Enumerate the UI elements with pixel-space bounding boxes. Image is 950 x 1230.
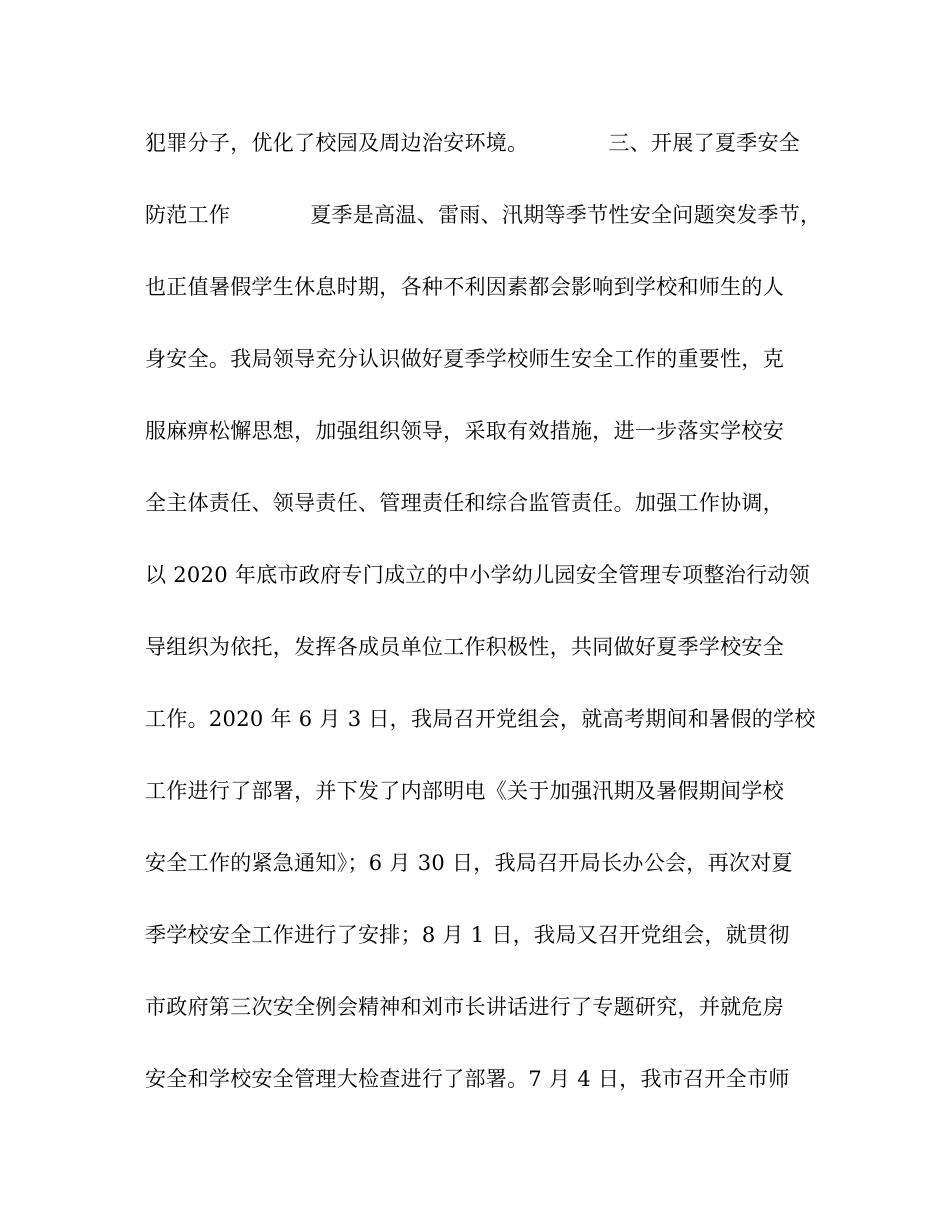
text-line: 身安全。我局领导充分认识做好夏季学校师生安全工作的重要性，克	[145, 347, 784, 371]
text-line	[145, 191, 835, 263]
section-heading: 三、开展了夏季安全	[608, 131, 801, 155]
text-line: 季学校安全工作进行了安排；8 月 1 日，我局又召开党组会，就贯彻	[145, 923, 790, 947]
text-line: 安全和学校安全管理大检查进行了部署。7 月 4 日，我市召开全市师	[145, 1067, 790, 1091]
text-line: 也正值暑假学生休息时期，各种不利因素都会影响到学校和师生的人	[145, 275, 784, 299]
text-segment: 夏季是高温、雷雨、汛期等季节性安全问题突发季节，	[310, 203, 822, 227]
section-heading-continued: 防范工作	[145, 203, 231, 227]
text-line	[145, 119, 835, 191]
text-line: 工作进行了部署，并下发了内部明电《关于加强汛期及暑假期间学校	[145, 779, 784, 803]
text-segment: 犯罪分子，优化了校园及周边治安环境。	[145, 131, 529, 155]
text-line: 导组织为依托，发挥各成员单位工作积极性，共同做好夏季学校安全	[145, 635, 784, 659]
text-line: 全主体责任、领导责任、管理责任和综合监管责任。加强工作协调，	[145, 491, 784, 515]
text-line: 安全工作的紧急通知》；6 月 30 日，我局召开局长办公会，再次对夏	[145, 851, 793, 875]
text-line: 以 2020 年底市政府专门成立的中小学幼儿园安全管理专项整治行动领	[145, 563, 810, 587]
text-line: 工作。2020 年 6 月 3 日，我局召开党组会，就高考期间和暑假的学校	[145, 707, 816, 731]
text-line: 市政府第三次安全例会精神和刘市长讲话进行了专题研究，并就危房	[145, 995, 784, 1019]
body-text	[145, 119, 835, 1127]
text-line: 服麻痹松懈思想，加强组织领导，采取有效措施，进一步落实学校安	[145, 419, 784, 443]
